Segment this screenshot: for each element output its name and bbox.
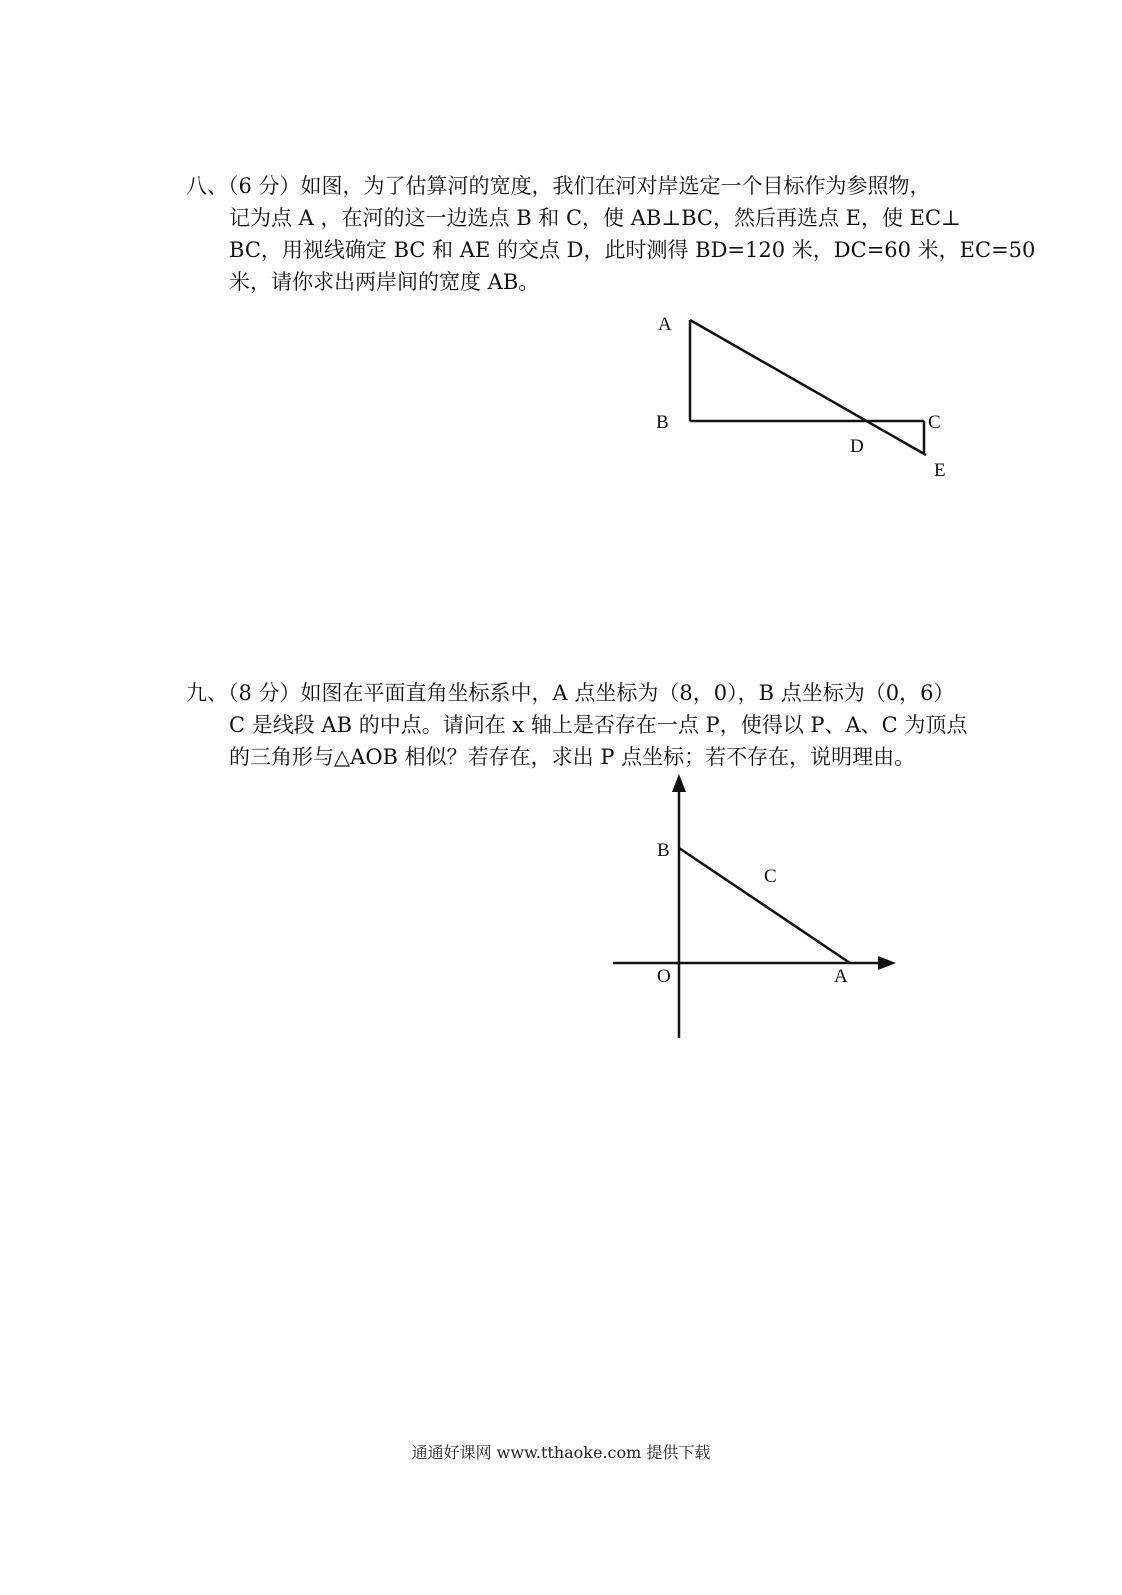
coordinate-diagram (600, 770, 910, 1045)
problem-9-line-1: 九、（8 分）如图在平面直角坐标系中，A 点坐标为（8，0），B 点坐标为（0，6） (186, 681, 955, 705)
problem-8-line-1: 八、（6 分）如图，为了估算河的宽度，我们在河对岸选定一个目标作为参照物， (186, 174, 931, 198)
problem-8-line-4: 米，请你求出两岸间的宽度 AB。 (229, 270, 540, 294)
label-B: B (656, 412, 669, 433)
label-A: A (658, 314, 672, 335)
label-E: E (934, 460, 946, 481)
label-O: O (657, 966, 671, 987)
footer-source: 通通好课网 www.tthaoke.com 提供下载 (411, 1443, 711, 1462)
label-A: A (834, 966, 848, 987)
label-D: D (850, 436, 864, 457)
coordinate-figure (600, 770, 910, 1045)
problem-8-line-2: 记为点 A ，在河的这一边选点 B 和 C，使 AB⊥BC，然后再选点 E，使 EC⊥ (229, 206, 961, 230)
label-C: C (928, 412, 941, 433)
label-B: B (657, 840, 670, 861)
problem-9-line-2: C 是线段 AB 的中点。请问在 x 轴上是否存在一点 P，使得以 P、A、C 为顶点 (229, 713, 968, 737)
segment-AE (690, 320, 926, 455)
river-width-figure (640, 300, 970, 490)
problem-9-line-3: 的三角形与△AOB 相似？若存在，求出 P 点坐标；若不存在，说明理由。 (229, 745, 916, 769)
y-axis-arrow-icon (672, 774, 686, 792)
x-axis-arrow-icon (878, 956, 896, 970)
river-width-diagram (640, 300, 970, 490)
problem-8 (186, 170, 1036, 298)
problem-8-line-3: BC，用视线确定 BC 和 AE 的交点 D，此时测得 BD=120 米，DC=60 米，EC=50 (229, 238, 1036, 262)
problem-9 (186, 677, 976, 773)
label-C: C (764, 866, 777, 887)
